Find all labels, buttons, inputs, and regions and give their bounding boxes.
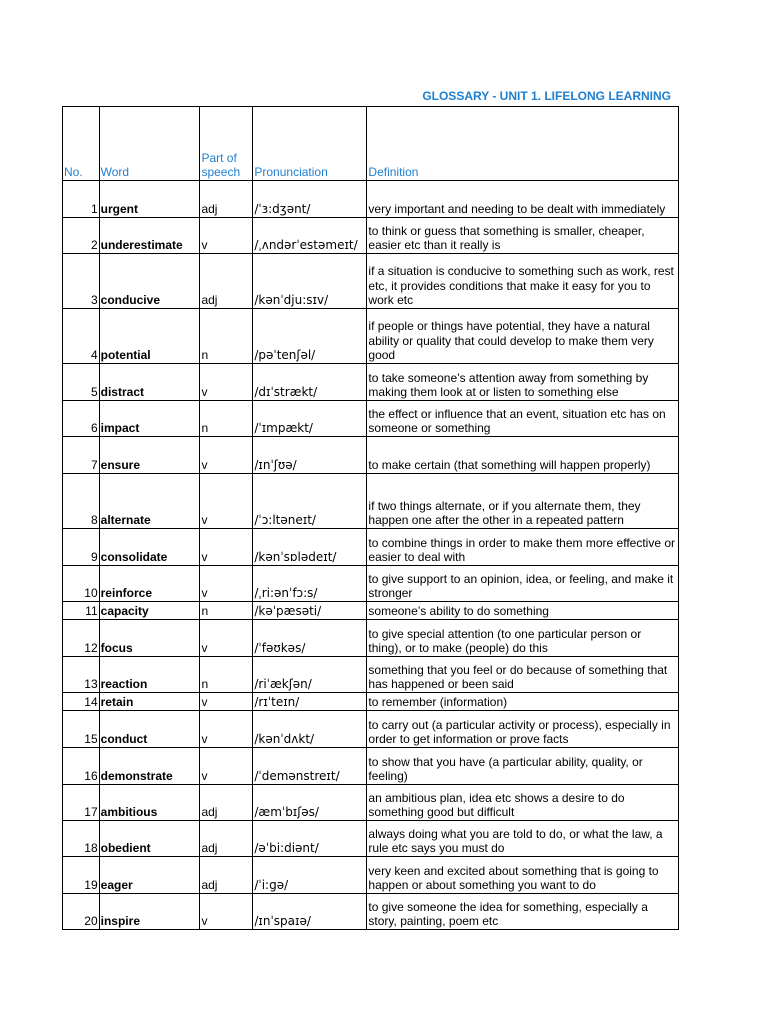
row-word: conducive (99, 254, 200, 309)
row-pronunciation: /ˈdemənstreɪt/ (253, 748, 367, 785)
row-part-of-speech: adj (200, 254, 253, 309)
row-part-of-speech: v (200, 894, 253, 930)
table-row (63, 748, 679, 785)
header-part-of-speech: Part of speech (200, 107, 253, 181)
row-definition: someone’s ability to do something (367, 602, 679, 620)
row-part-of-speech: v (200, 437, 253, 474)
row-part-of-speech: v (200, 364, 253, 401)
table-row (63, 529, 679, 566)
glossary-body (63, 181, 679, 930)
table-row (63, 364, 679, 401)
row-definition: if a situation is conducive to something such as work, rest etc, it provides conditions that make it easy for you to work etc (367, 254, 679, 309)
row-pronunciation: /ˈfəʊkəs/ (253, 620, 367, 657)
glossary-title: GLOSSARY - UNIT 1. LIFELONG LEARNING (422, 89, 671, 103)
row-word: potential (99, 309, 200, 364)
row-part-of-speech: adj (200, 821, 253, 857)
header-no: No. (63, 107, 100, 181)
row-definition: very keen and excited about something that is going to happen or about something you want to do (367, 857, 679, 894)
row-word: urgent (99, 181, 200, 218)
row-part-of-speech: v (200, 218, 253, 254)
table-row (63, 894, 679, 930)
glossary-table (62, 106, 679, 930)
row-number: 3 (63, 254, 100, 309)
row-definition: to give someone the idea for something, especially a story, painting, poem etc (367, 894, 679, 930)
row-pronunciation: /rɪˈteɪn/ (253, 693, 367, 711)
row-part-of-speech: n (200, 602, 253, 620)
header-row (63, 107, 679, 181)
row-number: 16 (63, 748, 100, 785)
row-number: 1 (63, 181, 100, 218)
row-part-of-speech: adj (200, 785, 253, 821)
table-row (63, 693, 679, 711)
row-pronunciation: /kənˈsɒlədeɪt/ (253, 529, 367, 566)
row-definition: something that you feel or do because of something that has happened or been said (367, 657, 679, 693)
row-definition: an ambitious plan, idea etc shows a desire to do something good but difficult (367, 785, 679, 821)
table-row (63, 657, 679, 693)
row-word: distract (99, 364, 200, 401)
row-pronunciation: /ɪnˈspaɪə/ (253, 894, 367, 930)
row-part-of-speech: n (200, 309, 253, 364)
row-number: 20 (63, 894, 100, 930)
row-definition: to remember (information) (367, 693, 679, 711)
row-part-of-speech: v (200, 474, 253, 529)
row-pronunciation: /æmˈbɪʃəs/ (253, 785, 367, 821)
row-word: underestimate (99, 218, 200, 254)
row-word: eager (99, 857, 200, 894)
row-pronunciation: /kəˈpæsəti/ (253, 602, 367, 620)
row-word: consolidate (99, 529, 200, 566)
table-row (63, 711, 679, 748)
row-definition: to take someone’s attention away from something by making them look at or listen to something else (367, 364, 679, 401)
row-pronunciation: /əˈbi:diənt/ (253, 821, 367, 857)
row-word: impact (99, 401, 200, 437)
row-pronunciation: /kənˈdju:sɪv/ (253, 254, 367, 309)
row-word: retain (99, 693, 200, 711)
row-number: 11 (63, 602, 100, 620)
row-word: ensure (99, 437, 200, 474)
row-number: 7 (63, 437, 100, 474)
header-pronunciation: Pronunciation (253, 107, 367, 181)
row-word: demonstrate (99, 748, 200, 785)
row-part-of-speech: n (200, 401, 253, 437)
row-number: 6 (63, 401, 100, 437)
table-row (63, 620, 679, 657)
row-definition: to show that you have (a particular ability, quality, or feeling) (367, 748, 679, 785)
row-pronunciation: /ˈɜ:dʒənt/ (253, 181, 367, 218)
row-number: 15 (63, 711, 100, 748)
row-pronunciation: /ˌri:ənˈfɔ:s/ (253, 566, 367, 602)
table-row (63, 181, 679, 218)
row-number: 5 (63, 364, 100, 401)
row-definition: very important and needing to be dealt with immediately (367, 181, 679, 218)
row-definition: if people or things have potential, they have a natural ability or quality that could develop to make them very good (367, 309, 679, 364)
header-definition: Definition (367, 107, 679, 181)
row-pronunciation: /riˈækʃən/ (253, 657, 367, 693)
row-number: 12 (63, 620, 100, 657)
table-row (63, 218, 679, 254)
row-number: 10 (63, 566, 100, 602)
row-part-of-speech: v (200, 620, 253, 657)
table-row (63, 602, 679, 620)
header-word: Word (99, 107, 200, 181)
row-definition: to make certain (that something will happen properly) (367, 437, 679, 474)
row-part-of-speech: v (200, 529, 253, 566)
row-number: 19 (63, 857, 100, 894)
row-number: 9 (63, 529, 100, 566)
row-number: 2 (63, 218, 100, 254)
row-word: capacity (99, 602, 200, 620)
row-pronunciation: /pəˈtenʃəl/ (253, 309, 367, 364)
table-row (63, 401, 679, 437)
row-number: 18 (63, 821, 100, 857)
table-row (63, 437, 679, 474)
row-pronunciation: /ˈɪmpækt/ (253, 401, 367, 437)
row-definition: the effect or influence that an event, situation etc has on someone or something (367, 401, 679, 437)
row-number: 4 (63, 309, 100, 364)
row-pronunciation: /ˌʌndərˈestəmeɪt/ (253, 218, 367, 254)
row-word: inspire (99, 894, 200, 930)
row-word: reinforce (99, 566, 200, 602)
row-definition: if two things alternate, or if you alternate them, they happen one after the other in a repeated pattern (367, 474, 679, 529)
row-definition: to combine things in order to make them more effective or easier to deal with (367, 529, 679, 566)
row-word: focus (99, 620, 200, 657)
row-pronunciation: /ˈɔ:ltəneɪt/ (253, 474, 367, 529)
table-row (63, 474, 679, 529)
row-pronunciation: /kənˈdʌkt/ (253, 711, 367, 748)
row-definition: always doing what you are told to do, or what the law, a rule etc says you must do (367, 821, 679, 857)
table-row (63, 309, 679, 364)
table-row (63, 785, 679, 821)
row-number: 8 (63, 474, 100, 529)
row-pronunciation: /dɪˈstrækt/ (253, 364, 367, 401)
row-part-of-speech: v (200, 693, 253, 711)
table-row (63, 821, 679, 857)
row-part-of-speech: n (200, 657, 253, 693)
row-number: 17 (63, 785, 100, 821)
row-word: conduct (99, 711, 200, 748)
row-word: ambitious (99, 785, 200, 821)
row-word: obedient (99, 821, 200, 857)
row-word: reaction (99, 657, 200, 693)
row-definition: to carry out (a particular activity or process), especially in order to get information or prove facts (367, 711, 679, 748)
row-pronunciation: /ɪnˈʃʊə/ (253, 437, 367, 474)
row-word: alternate (99, 474, 200, 529)
row-part-of-speech: v (200, 748, 253, 785)
row-part-of-speech: v (200, 711, 253, 748)
row-part-of-speech: adj (200, 857, 253, 894)
row-number: 14 (63, 693, 100, 711)
row-number: 13 (63, 657, 100, 693)
row-definition: to think or guess that something is smaller, cheaper, easier etc than it really is (367, 218, 679, 254)
table-row (63, 857, 679, 894)
row-part-of-speech: adj (200, 181, 253, 218)
row-definition: to give special attention (to one particular person or thing), or to make (people) do this (367, 620, 679, 657)
row-definition: to give support to an opinion, idea, or feeling, and make it stronger (367, 566, 679, 602)
row-pronunciation: /ˈi:gə/ (253, 857, 367, 894)
row-part-of-speech: v (200, 566, 253, 602)
table-row (63, 566, 679, 602)
table-row (63, 254, 679, 309)
